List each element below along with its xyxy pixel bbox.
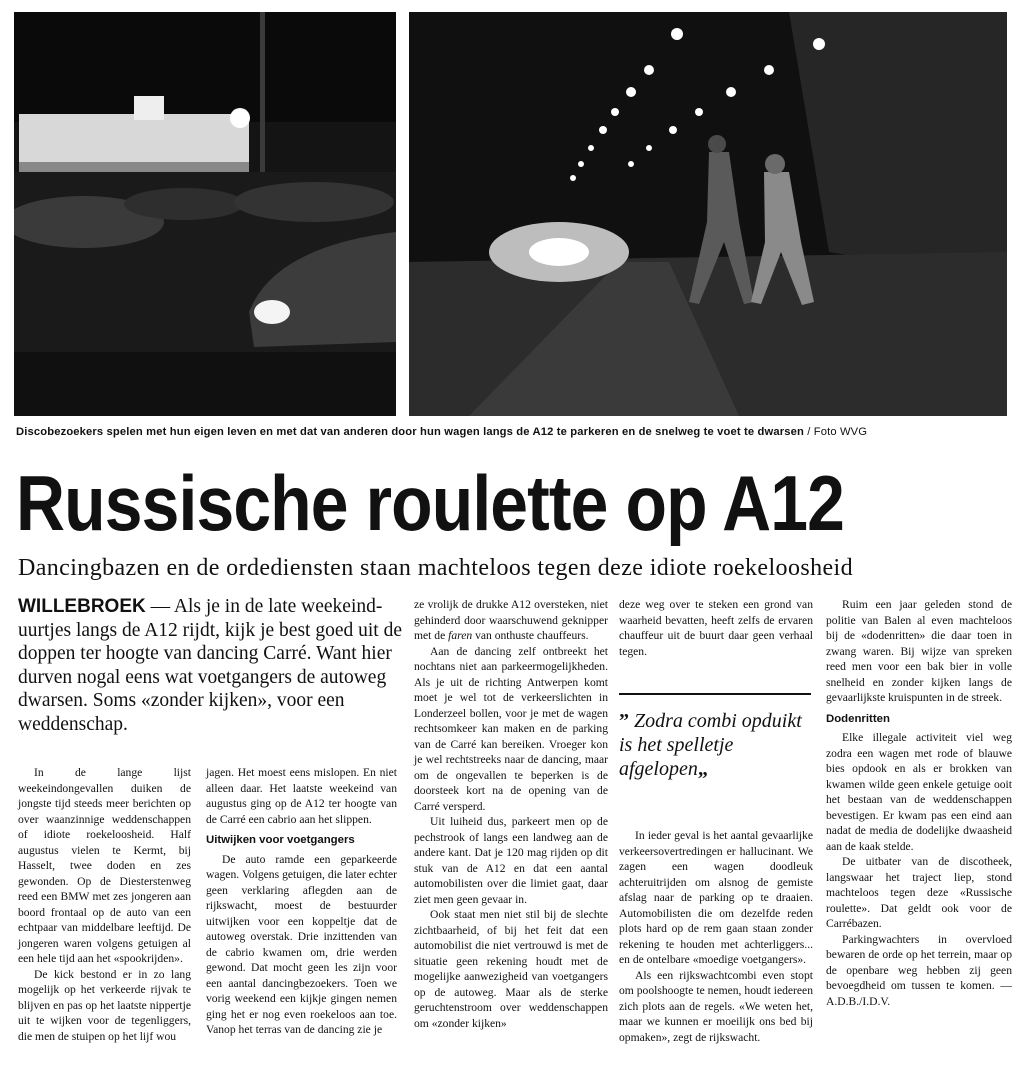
paragraph: De auto ramde een geparkeerde wagen. Volgens getuigen, die later echter geen verklaring aflegden aan de rijkswacht, moest de bestuurder uitwijken voor een koppeltje dat de autoweg overstak. Drie inzittenden van de cabrio kwamen om, drie werden gewond. Dat mocht geen les zijn voor een aantal dancingbezoekers. Toen we vorig weekend een kijkje gingen nemen ging het er nog even roekeloos aan toe. Vanop het terras van de dancing zie je [206,852,397,1036]
paragraph: Ruim een jaar geleden stond de politie van Balen al even machteloos bij de «dodenritten» die daar toen in zwang waren. Bij wijze van spreken reed men voor een bak bier in volle snelheid en zonder kijken langs de gevaarlijkste kruispunten in de streek. [826,598,1012,704]
paragraph [414,597,608,644]
open-quote-glyph: ” [619,710,629,732]
subheadline: Dancingbazen en de ordediensten staan machteloos tegen deze idiote roekeloosheid [18,555,854,581]
paragraph: Ook staat men niet stil bij de slechte zichtbaarheid, of bij het feit dat een automobilist die niet vertrouwd is met de situatie geen rekening houdt met de mogelijke aanwezigheid van voetgangers op de autoweg. Maar als de sterke geruchtenstroom over weddenschappen om «zonder kijken» [414,908,608,1030]
paragraph: deze weg over te steken een grond van waarheid bevatten, heeft zelfs de ervaren chauffeur uit de buurt daar geen verhaal tegen. [619,598,813,658]
headline: Russische roulette op A12 [16,459,844,547]
paragraph: In ieder geval is het aantal gevaarlijke verkeersovertredingen er hallucinant. We zagen een wagen doodleuk achteruitrijden om alsnog de gemiste afslag naar de parking op te draaien. Automobilisten die om dezelfde reden plots hard op de rem gaan staan zonder rekening te houden met achterliggers... en de ontelbare «moedige voetgangers». [619,829,813,966]
photo-credit: / Foto WVG [803,426,868,438]
paragraph: jagen. Het moest eens mislopen. En niet alleen daar. Het laatste weekeind van augustus ging op de A12 ter hoogte van de Carré een cabrio aan het slippen. [206,766,397,826]
paragraph: De kick bestond er in zo lang mogelijk op het verkeerde rijvak te blijven en pas op het laatste nippertje uit te wijken voor de tegenliggers, die men de stuipen op het lijf wou [18,967,191,1043]
dateline: WILLEBROEK [18,596,146,617]
close-quote-glyph: „ [697,758,708,780]
paragraph: Als een rijkswachtcombi even stopt om poolshoogte te nemen, houdt iedereen zich plots aan de regels. «We weten het, maar we kunnen er moeilijk ons bed bij opmaken», zegt de rijkswacht. [619,968,813,1044]
article-column-5 [826,597,1012,1009]
italic-word: faren [448,629,473,642]
paragraph: De uitbater van de discotheek, langswaar het traject liep, stond machteloos tegen deze «Russische roulette». Dat geldt ook voor de Carrébazen. [826,855,1012,930]
paragraph: Uit luiheid dus, parkeert men op de pechstrook of langs een landweg aan de andere kant. Dat je 120 mag rijden op dit stuk van de A12 en dat een aantal automobilisten over die limiet gaat, daar ziet men geen gevaar in. [414,815,608,906]
article-column-2 [206,765,397,1038]
subheading: Dodenritten [826,712,890,725]
article-column-1 [18,765,191,1044]
photo-pedestrians-crossing-highway [409,12,1007,416]
article-column-3 [414,597,608,1031]
text-run: ze vrolijk de drukke A12 oversteken, niet gehinderd door waarschuwend geknipper met de [414,598,608,642]
photo-caption [16,426,1012,438]
caption-text: Discobezoekers spelen met hun eigen leven en met dat van anderen door hun wagen langs de A12 te parkeren en de snelweg te voet te dwarsen [16,426,804,438]
pull-quote [619,693,811,781]
paragraph: Aan de dancing zelf ontbreekt het nochtans niet aan parkeermogelijkheden. Als je uit de richting Antwerpen komt moet je wel tot de verkeerslichten in Londerzeel bollen, voor je met de wagen rechtsomkeer kan maken en de parking van de Carré kan bereiken. Vroeger kon je wel rechtstreeks naar de dancing, maar om de ongevallen te beperken is de doorsteek kort na de opening van de Carré versperd. [414,644,608,813]
paragraph: Elke illegale activiteit viel weg zodra een wagen met rode of blauwe bies opdook en als er brokken van kwamen wilde geen enkele getuige ooit het bestaan van de weddenschappen bevestigen. Er kwam pas een eind aan nadat de media de dodelijke dwaasheid aan de kaak stelde. [826,731,1012,853]
photo-parked-cars-night [14,12,396,416]
paragraph: In de lange lijst weekeindongevallen duiken de jongste tijd steeds meer berichten op over waanzinnige weddenschappen of idiote roekeloosheid. Half augustus vielen te Kermt, bij Hasselt, twee doden en zes gewonden. Op de Diesterstenweg reed een BMW met zes jongeren aan boord frontaal op de auto van een echtpaar van middelbare leeftijd. De jongeren waren volgens getuigen al een hele tijd aan het «spookrijden». [18,766,191,965]
pull-quote-text: Zodra combi opduikt is het spelletje afgelopen [619,710,802,780]
text-run: van onthuste chauffeurs. [472,629,589,642]
lead-text: — Als je in de late weekeind-uurtjes langs de A12 rijdt, kijk je best goed uit de doppen ter hoogte van dancing Carré. Want hier durven nogal eens wat voetgangers de autoweg dwarsen. Soms «zonder kijken», voor een weddenschap. [18,596,402,735]
lead-paragraph [18,595,411,737]
article-column-4 [619,597,813,659]
subheading: Uitwijken voor voetgangers [206,834,355,846]
paragraph: Parkingwachters in overvloed bewaren de orde op het terrein, maar op de openbare weg hebben zij geen bevoegdheid om tussen te komen. — A.D.B./I.D.V. [826,932,1012,1008]
article-column-4-continued [619,828,813,1045]
